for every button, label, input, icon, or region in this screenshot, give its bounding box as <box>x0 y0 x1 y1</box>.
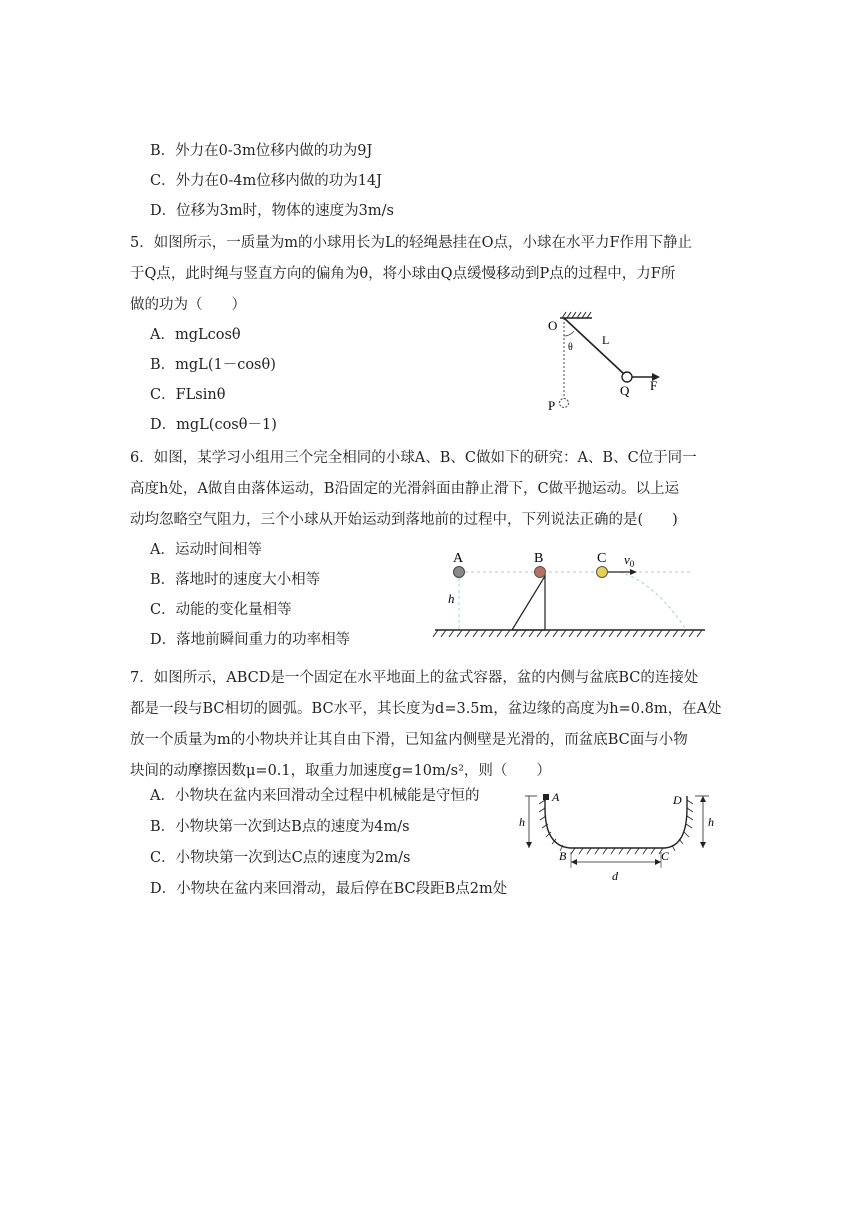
q4-option-d: D．位移为3m时，物体的速度为3m/s <box>150 203 394 219</box>
q7-option-a: A．小物块在盆内来回滑动全过程中机械能是守恒的 <box>150 788 480 804</box>
q6-label-c: C <box>597 551 607 566</box>
q4-option-c: C．外力在0-4m位移内做的功为14J <box>150 173 382 189</box>
q7-label-d-length: d <box>612 869 618 883</box>
q7-option-d: D．小物块在盆内来回滑动，最后停在BC段距B点2m处 <box>150 881 508 897</box>
q6-stem-line-1: 6．如图，某学习小组用三个完全相同的小球A、B、C做如下的研究：A、B、C位于同一 <box>130 450 697 466</box>
q5-option-a: A．mgLcosθ <box>150 327 241 343</box>
q6-label-a: A <box>453 551 464 566</box>
q6-option-d: D．落地前瞬间重力的功率相等 <box>150 632 351 648</box>
q6-three-balls-figure <box>430 548 710 648</box>
q6-stem-line-2: 高度h处，A做自由落体运动，B沿固定的光滑斜面由静止滑下，C做平抛运动。以上运 <box>130 481 680 497</box>
q5-pendulum-figure <box>540 308 670 418</box>
q5-label-theta: θ <box>568 342 573 353</box>
q5-stem-line-1: 5．如图所示，一质量为m的小球用长为L的轻绳悬挂在O点，小球在水平力F作用下静止 <box>130 235 693 251</box>
q7-label-a: A <box>552 790 560 804</box>
q5-label-f: F <box>650 378 658 393</box>
q6-option-c: C．动能的变化量相等 <box>150 602 292 618</box>
q5-label-l: L <box>602 333 610 347</box>
q4-option-b: B．外力在0-3m位移内做的功为9J <box>150 143 373 159</box>
q5-option-c: C．FLsinθ <box>150 387 226 403</box>
q7-option-b: B．小物块第一次到达B点的速度为4m/s <box>150 819 410 835</box>
q6-label-b: B <box>534 551 544 566</box>
q7-label-c: C <box>661 849 670 863</box>
q7-label-h-left: h <box>519 815 525 829</box>
q7-label-d: D <box>673 793 682 807</box>
q5-label-o: O <box>548 318 558 333</box>
q7-stem-line-3: 放一个质量为m的小物块并让其自由下滑，已知盆内侧壁是光滑的，而盆底BC面与小物 <box>130 732 688 748</box>
q7-label-h-right: h <box>708 815 714 829</box>
q7-stem-line-4: 块间的动摩擦因数μ=0.1，取重力加速度g=10m/s²，则（ ） <box>130 763 551 779</box>
q7-option-c: C．小物块第一次到达C点的速度为2m/s <box>150 850 411 866</box>
q5-option-b: B．mgL(1－cosθ) <box>150 357 276 373</box>
q5-stem-line-3: 做的功为（ ） <box>130 297 246 313</box>
q5-option-d: D．mgL(cosθ－1) <box>150 417 277 433</box>
q7-stem-line-1: 7．如图所示，ABCD是一个固定在水平地面上的盆式容器，盆的内侧与盆底BC的连接处 <box>130 670 699 686</box>
q5-stem-line-2: 于Q点，此时绳与竖直方向的偏角为θ，将小球由Q点缓慢移动到P点的过程中，力F所 <box>130 266 676 282</box>
q6-label-h: h <box>448 591 455 606</box>
q6-option-a: A．运动时间相等 <box>150 542 262 558</box>
q7-basin-figure <box>515 788 725 888</box>
q6-option-b: B．落地时的速度大小相等 <box>150 572 321 588</box>
q6-stem-line-3: 动均忽略空气阻力，三个小球从开始运动到落地前的过程中，下列说法正确的是( ) <box>130 512 678 528</box>
q6-label-v0: $v_0$ <box>624 552 635 569</box>
q7-stem-line-2: 都是一段与BC相切的圆弧。BC水平，其长度为d=3.5m，盆边缘的高度为h=0.8m，在A处 <box>130 701 722 717</box>
q5-label-q: Q <box>620 383 630 398</box>
q5-label-p: P <box>548 398 556 413</box>
q7-label-b: B <box>559 849 567 863</box>
